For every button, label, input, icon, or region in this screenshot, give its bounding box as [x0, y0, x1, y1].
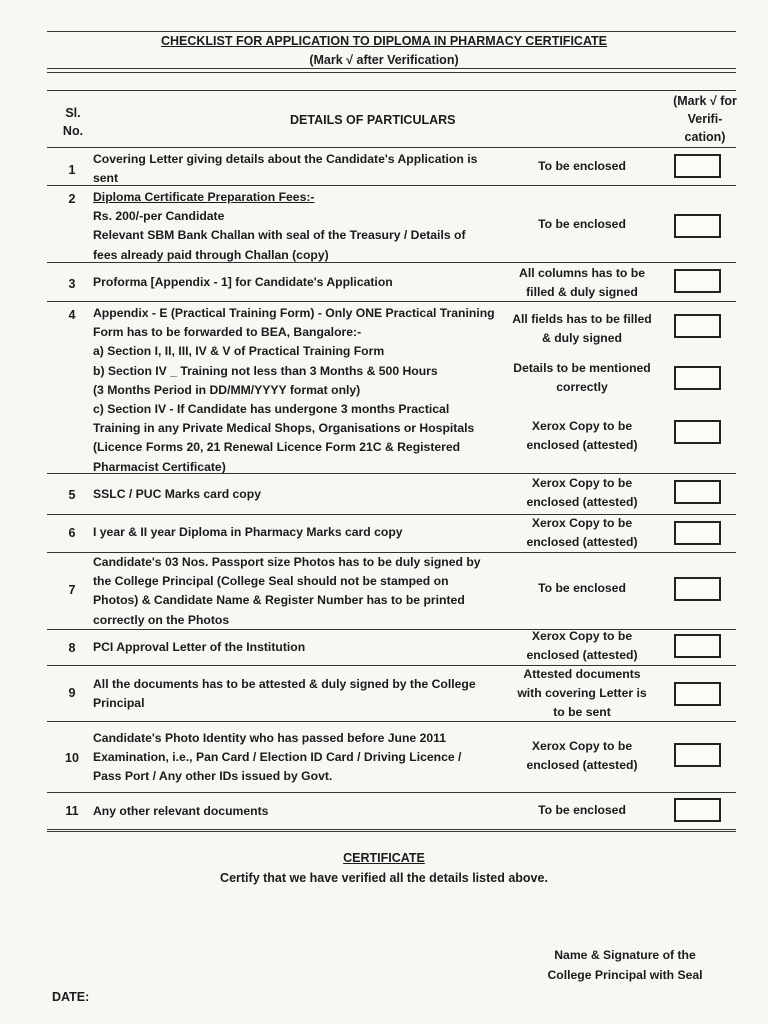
particulars-line: Relevant SBM Bank Challan with seal of the Treasury / Details of: [93, 228, 466, 243]
particulars-line: Examination, i.e., Pan Card / Election ID Card / Driving Licence /: [93, 750, 462, 765]
particulars-line: (3 Months Period in DD/MM/YYYY format only): [93, 382, 361, 397]
verification-checkbox[interactable]: [674, 480, 721, 504]
row-number: 3: [68, 277, 76, 291]
requirement-note: [507, 417, 657, 455]
row-number: 7: [68, 583, 76, 597]
requirement-note: [507, 310, 657, 348]
page-subtitle: (Mark √ after Verification): [309, 53, 459, 67]
particulars-line: Proforma [Appendix - 1] for Candidate's Application: [93, 275, 393, 289]
row-particulars: [93, 553, 508, 630]
table-row: [47, 666, 736, 721]
requirement-line: To be enclosed: [538, 803, 626, 817]
requirement-line: enclosed (attested): [526, 438, 638, 453]
particulars-line: sent: [93, 171, 119, 186]
row-number: 9: [68, 686, 76, 700]
signature-line-1: Name & Signature of the: [554, 948, 696, 962]
table-row: [47, 474, 736, 514]
requirement-line: To be enclosed: [538, 159, 626, 173]
requirement-line: All fields has to be filled: [512, 312, 652, 326]
table-top-rule: [47, 90, 736, 91]
row-particulars: [93, 304, 508, 477]
header-mark-line-1: (Mark √ for: [673, 94, 737, 108]
requirement-line: To be enclosed: [538, 581, 626, 595]
table-row: [47, 263, 736, 301]
requirement-line: To be enclosed: [538, 217, 626, 231]
principal-signature-label: [535, 946, 715, 985]
particulars-line: Principal: [93, 696, 145, 711]
particulars-line: b) Section IV _ Training not less than 3 Months & 500 Hours: [93, 363, 438, 378]
verification-checkbox[interactable]: [674, 634, 721, 658]
requirement-note: [507, 215, 657, 234]
requirement-line: enclosed (attested): [526, 535, 638, 550]
verification-checkbox[interactable]: [674, 366, 721, 390]
requirement-note: [507, 264, 657, 302]
particulars-line: c) Section IV - If Candidate has undergone 3 months Practical: [93, 402, 450, 417]
requirement-line: filled & duly signed: [526, 285, 638, 300]
particulars-line: Photos) & Candidate Name & Register Number has to be printed: [93, 593, 465, 608]
table-row: [47, 186, 736, 262]
requirement-line: to be sent: [553, 705, 611, 720]
requirement-line: Xerox Copy to be: [531, 739, 633, 753]
verification-checkbox[interactable]: [674, 577, 721, 601]
requirement-line: Attested documents: [523, 667, 641, 681]
verification-checkbox[interactable]: [674, 682, 721, 706]
table-row: [47, 630, 736, 665]
header-no-line: No.: [62, 124, 84, 138]
verification-checkbox[interactable]: [674, 314, 721, 338]
requirement-note: [507, 474, 657, 512]
particulars-line: a) Section I, II, III, IV & V of Practical Training Form: [93, 344, 385, 359]
header-sl-no: [58, 104, 88, 140]
row-particulars: [93, 523, 508, 542]
requirement-note: [507, 665, 657, 723]
row-number: 1: [68, 163, 76, 177]
row-number: 8: [68, 641, 76, 655]
table-bottom-rule: [47, 831, 736, 832]
top-rule: [47, 31, 736, 32]
verification-checkbox[interactable]: [674, 154, 721, 178]
certificate-text: Certify that we have verified all the details listed above.: [220, 871, 548, 885]
table-row: [47, 302, 736, 473]
requirement-line: All columns has to be: [519, 266, 645, 280]
header-details: DETAILS OF PARTICULARS: [290, 113, 456, 127]
row-particulars: [93, 150, 508, 188]
requirement-line: Xerox Copy to be: [531, 476, 633, 490]
particulars-line: I year & II year Diploma in Pharmacy Marks card copy: [93, 525, 403, 539]
row-particulars: [93, 188, 508, 265]
row-number: 2: [68, 192, 76, 206]
verification-checkbox[interactable]: [674, 743, 721, 767]
row-particulars: [93, 638, 508, 657]
table-row: [47, 148, 736, 185]
requirement-line: Xerox Copy to be: [531, 629, 633, 643]
row-number: 5: [68, 488, 76, 502]
requirement-note: [507, 737, 657, 775]
row-particulars: [93, 802, 508, 821]
row-particulars: [93, 675, 508, 713]
row-number: 11: [65, 804, 79, 818]
requirement-note: [507, 359, 657, 397]
row-number: 4: [68, 308, 76, 322]
row-particulars: [93, 729, 508, 787]
requirement-line: Xerox Copy to be: [531, 516, 633, 530]
particulars-line: Rs. 200/-per Candidate: [93, 209, 225, 224]
row-number: 10: [65, 751, 79, 765]
requirement-line: Xerox Copy to be: [531, 419, 633, 433]
header-mark-line-3: cation): [684, 130, 726, 144]
requirement-line: with covering Letter is: [517, 686, 647, 701]
header-verification: [650, 92, 760, 146]
particulars-line: Diploma Certificate Preparation Fees:-: [93, 190, 315, 204]
header-mark-line-2: Verifi-: [687, 112, 723, 126]
particulars-line: Training in any Private Medical Shops, Organisations or Hospitals: [93, 421, 475, 436]
requirement-line: correctly: [556, 380, 608, 395]
page-title: CHECKLIST FOR APPLICATION TO DIPLOMA IN PHARMACY CERTIFICATE: [160, 34, 608, 48]
title-rule-double: [47, 72, 736, 73]
row-particulars: [93, 273, 508, 292]
table-row: [47, 793, 736, 829]
verification-checkbox[interactable]: [674, 214, 721, 238]
row-divider: [47, 829, 736, 830]
verification-checkbox[interactable]: [674, 269, 721, 293]
table-row: [47, 553, 736, 629]
requirement-note: [507, 801, 657, 820]
particulars-line: Form has to be forwarded to BEA, Bangalore:-: [93, 325, 362, 340]
particulars-line: Candidate's Photo Identity who has passed before June 2011: [93, 731, 447, 745]
requirement-note: [507, 627, 657, 665]
particulars-line: Candidate's 03 Nos. Passport size Photos has to be duly signed by: [93, 555, 481, 569]
particulars-line: the College Principal (College Seal should not be stamped on: [93, 574, 449, 589]
certificate-title: CERTIFICATE: [343, 851, 425, 865]
particulars-line: (Licence Forms 20, 21 Renewal Licence Form 21C & Registered: [93, 440, 461, 455]
verification-checkbox[interactable]: [674, 521, 721, 545]
verification-checkbox[interactable]: [674, 798, 721, 822]
particulars-line: SSLC / PUC Marks card copy: [93, 487, 261, 501]
requirement-note: [507, 514, 657, 552]
requirement-line: enclosed (attested): [526, 495, 638, 510]
particulars-line: All the documents has to be attested & duly signed by the College: [93, 677, 476, 691]
requirement-line: & duly signed: [542, 331, 622, 346]
particulars-line: correctly on the Photos: [93, 612, 230, 627]
signature-line-2: College Principal with Seal: [547, 967, 703, 982]
verification-checkbox[interactable]: [674, 420, 721, 444]
requirement-line: enclosed (attested): [526, 648, 638, 663]
header-sl-line: Sl.: [65, 106, 81, 120]
table-row: [47, 515, 736, 552]
particulars-line: fees already paid through Challan (copy): [93, 247, 329, 262]
row-number: 6: [68, 526, 76, 540]
particulars-line: Covering Letter giving details about the Candidate's Application is: [93, 152, 478, 166]
title-rule: [47, 68, 736, 69]
particulars-line: PCI Approval Letter of the Institution: [93, 640, 306, 654]
requirement-note: [507, 579, 657, 598]
particulars-line: Pass Port / Any other IDs issued by Govt.: [93, 769, 333, 784]
requirement-line: Details to be mentioned: [513, 361, 651, 375]
row-particulars: [93, 485, 508, 504]
requirement-note: [507, 157, 657, 176]
requirement-line: enclosed (attested): [526, 758, 638, 773]
particulars-line: Appendix - E (Practical Training Form) - Only ONE Practical Tranining: [93, 306, 495, 320]
particulars-line: Any other relevant documents: [93, 804, 269, 818]
table-row: [47, 722, 736, 792]
date-label: DATE:: [52, 990, 90, 1004]
particulars-line: Pharmacist Certificate): [93, 459, 226, 474]
